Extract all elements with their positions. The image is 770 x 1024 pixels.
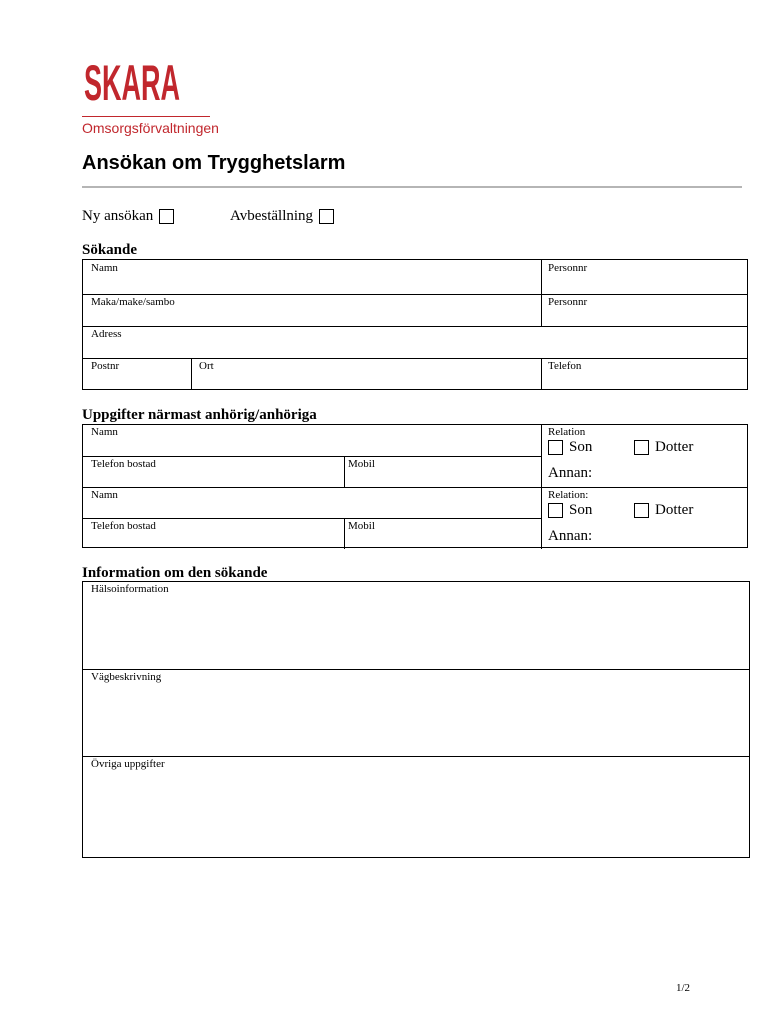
address-field[interactable]: Adress [91,328,122,340]
spouse-personnr-field[interactable]: Personnr [548,296,588,308]
relative2-relation-label: Relation: [548,489,589,501]
cancellation-label: Avbeställning [230,208,314,224]
cancellation-checkbox[interactable] [319,209,334,224]
spouse-field[interactable]: Maka/make/sambo [91,296,175,308]
page-title: Ansökan om Trygghetslarm [82,152,346,174]
relative1-son-label: Son [569,439,593,455]
relative1-other-field[interactable]: Annan: [548,465,593,481]
svg-text:SKARA: SKARA [84,55,180,111]
other-info-field[interactable]: Övriga uppgifter [91,758,165,770]
relatives-heading: Uppgifter närmast anhörig/anhöriga [82,407,317,423]
ort-field[interactable]: Ort [199,360,214,372]
directions-field[interactable]: Vägbeskrivning [91,671,162,683]
relative1-phone-field[interactable]: Telefon bostad [91,458,156,470]
relative2-son-label: Son [569,502,593,518]
title-divider [82,186,742,188]
relative2-son-checkbox[interactable] [548,503,563,518]
relative2-mobile-field[interactable]: Mobil [348,520,375,532]
relative2-daughter-option [634,502,693,519]
relative2-phone-field[interactable]: Telefon bostad [91,520,156,532]
relative1-daughter-option [634,439,693,456]
relative1-son-checkbox[interactable] [548,440,563,455]
relative1-daughter-checkbox[interactable] [634,440,649,455]
new-application-label: Ny ansökan [82,208,154,224]
relative1-son-option [548,439,592,456]
relative1-name-field[interactable]: Namn [91,426,118,438]
skara-logo [84,44,184,111]
logo-divider [82,116,210,117]
information-heading: Information om den sökande [82,565,268,581]
cancellation-option [230,208,334,225]
phone-field[interactable]: Telefon [548,360,582,372]
relative2-son-option [548,502,592,519]
relative2-daughter-label: Dotter [655,502,694,518]
relative1-relation-label: Relation [548,426,586,438]
applicant-name-field[interactable]: Namn [91,262,118,274]
relative2-other-field[interactable]: Annan: [548,528,593,544]
relative1-daughter-label: Dotter [655,439,694,455]
relative1-mobile-field[interactable]: Mobil [348,458,375,470]
new-application-option [82,208,174,225]
new-application-checkbox[interactable] [159,209,174,224]
relative2-name-field[interactable]: Namn [91,489,118,501]
postnr-field[interactable]: Postnr [91,360,120,372]
applicant-personnr-field[interactable]: Personnr [548,262,588,274]
department-name: Omsorgsförvaltningen [82,120,219,136]
health-info-field[interactable]: Hälsoinformation [91,583,169,595]
relatives-table [82,424,748,548]
relative2-daughter-checkbox[interactable] [634,503,649,518]
information-table [82,581,750,858]
applicant-table [82,259,748,390]
applicant-heading: Sökande [82,242,138,258]
page-number: 1/2 [675,982,690,994]
